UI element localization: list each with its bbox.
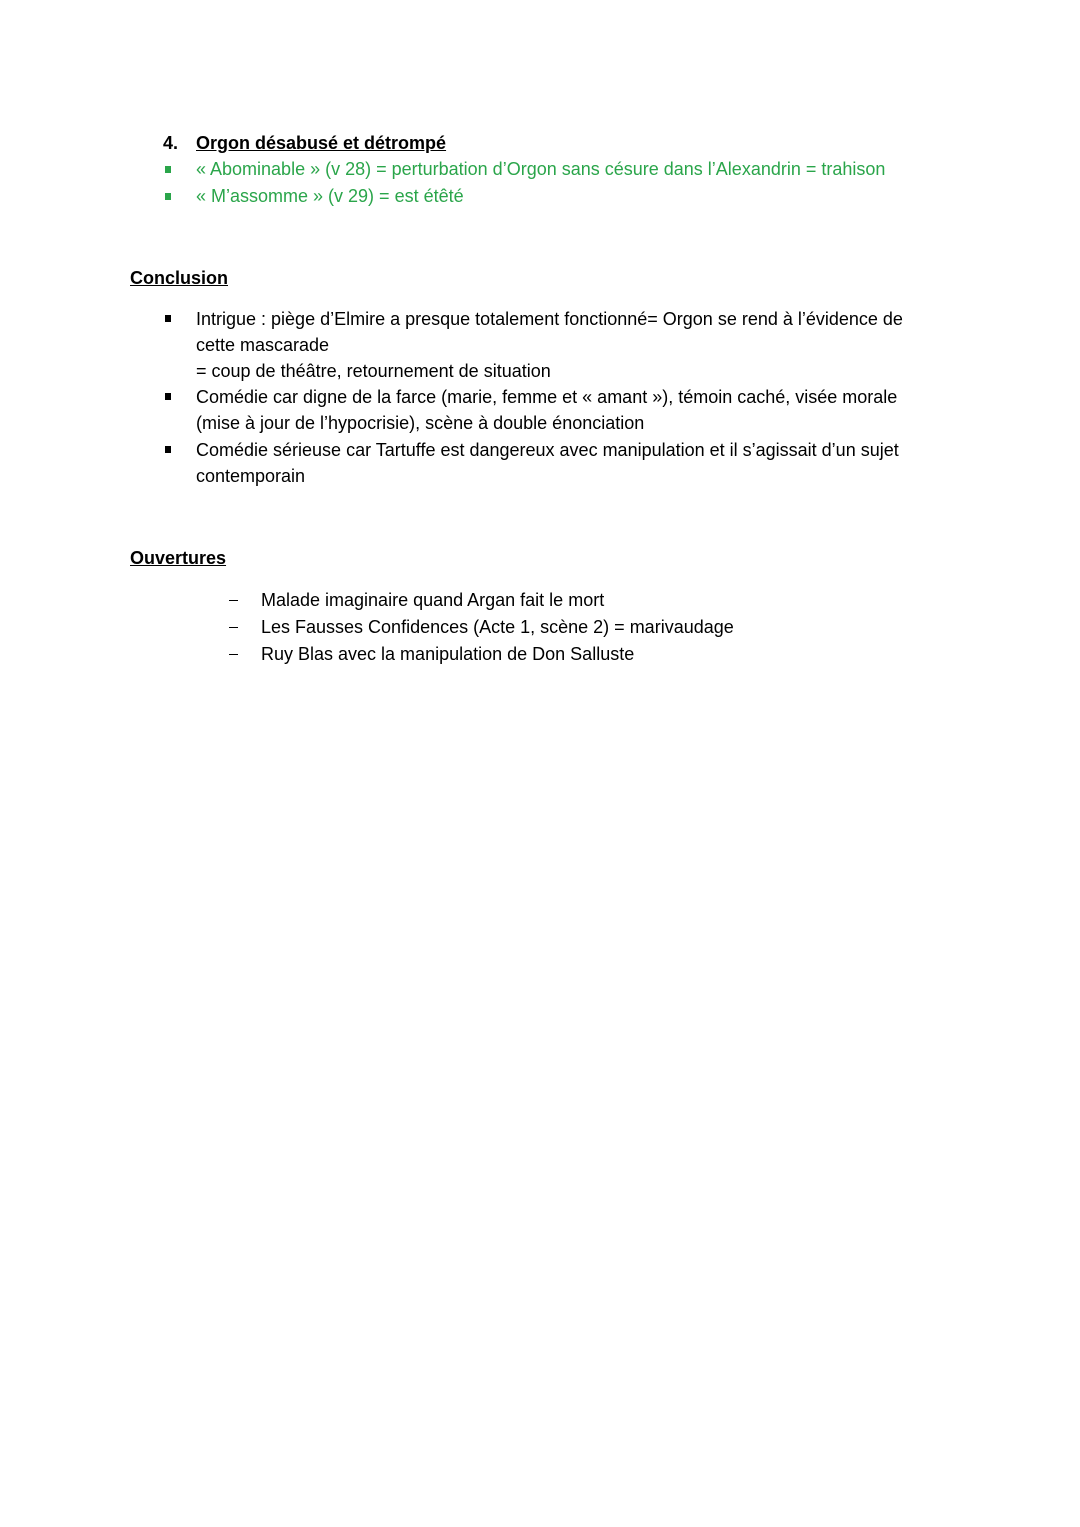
- conclusion-item-line: cette mascarade: [196, 335, 330, 355]
- conclusion-heading: Conclusion: [130, 268, 228, 288]
- ouvertures-item: Malade imaginaire quand Argan fait le mort: [261, 590, 605, 610]
- ouvertures-heading: Ouvertures: [130, 548, 227, 568]
- conclusion-item-line: Comédie sérieuse car Tartuffe est dangereux avec manipulation et il s’agissait d’un sujet: [196, 440, 899, 460]
- conclusion-item-line: Intrigue : piège d’Elmire a presque totalement fonctionné= Orgon se rend à l’évidence de: [196, 309, 903, 329]
- section4-item: « Abominable » (v 28) = perturbation d’Orgon sans césure dans l’Alexandrin = trahison: [196, 159, 886, 179]
- ouvertures-item: Ruy Blas avec la manipulation de Don Salluste: [261, 644, 635, 664]
- square-bullet-icon: [165, 315, 171, 322]
- conclusion-item-line: = coup de théâtre, retournement de situation: [196, 361, 551, 381]
- square-bullet-icon: [165, 446, 171, 453]
- section-number: 4.: [163, 133, 179, 153]
- conclusion-item-line: contemporain: [196, 466, 306, 486]
- section4-item: « M’assomme » (v 29) = est étêté: [196, 186, 464, 206]
- ouvertures-item: Les Fausses Confidences (Acte 1, scène 2) = marivaudage: [261, 617, 734, 637]
- square-bullet-icon: [165, 166, 171, 173]
- dash-bullet-icon: [229, 627, 238, 628]
- conclusion-item-line: (mise à jour de l’hypocrisie), scène à double énonciation: [196, 413, 645, 433]
- square-bullet-icon: [165, 193, 171, 200]
- conclusion-item-line: Comédie car digne de la farce (marie, femme et « amant »), témoin caché, visée morale: [196, 387, 898, 407]
- square-bullet-icon: [165, 393, 171, 400]
- dash-bullet-icon: [229, 654, 238, 655]
- section-title: Orgon désabusé et détrompé: [196, 133, 447, 153]
- dash-bullet-icon: [229, 600, 238, 601]
